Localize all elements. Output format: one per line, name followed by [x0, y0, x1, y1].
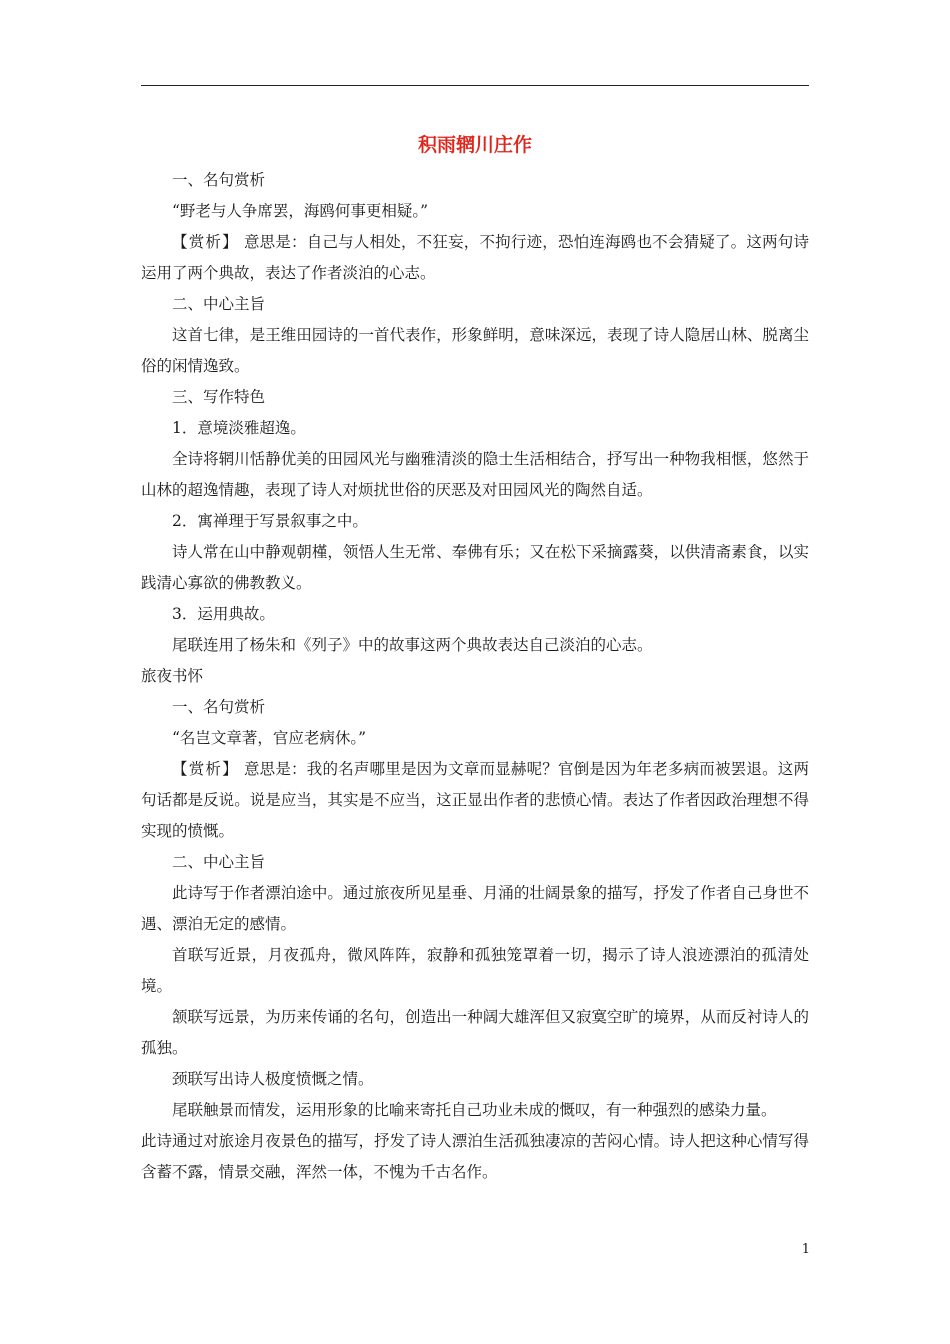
feature-2-text: 诗人常在山中静观朝槿，领悟人生无常、奉佛有乐；又在松下采摘露葵，以供清斋素食，以实践清心寡欲的佛教教义。 [141, 543, 809, 592]
heading-theme-1: 二、中心主旨 [172, 295, 266, 313]
poem-title-2: 旅夜书怀 [141, 667, 204, 685]
theme-paragraph-1: 此诗写于作者漂泊途中。通过旅夜所见星垂、月涌的壮阔景象的描写，抒发了作者自己身世不遇、漂泊无定的感情。 [141, 884, 809, 933]
quote-2: “名岂文章著，官应老病休。” [172, 729, 367, 747]
analysis-tag-1: 【赏析】 [172, 233, 239, 251]
feature-1-text: 全诗将辋川恬静优美的田园风光与幽雅清淡的隐士生活相结合，抒写出一种物我相惬，悠然于山林的超逸情趣，表现了诗人对烦扰世俗的厌恶及对田园风光的陶然自适。 [141, 450, 809, 499]
theme-paragraph-5: 尾联触景而情发，运用形象的比喻来寄托自己功业未成的慨叹，有一种强烈的感染力量。 [172, 1101, 777, 1119]
heading-theme-2: 二、中心主旨 [172, 853, 266, 871]
analysis-2 [141, 754, 809, 847]
heading-famous-lines-2: 一、名句赏析 [172, 698, 266, 716]
document-body [141, 165, 809, 1188]
analysis-text-1: 意思是：自己与人相处，不狂妄，不拘行迹，恐怕连海鸥也不会猜疑了。这两句诗运用了两个典故，表达了作者淡泊的心志。 [141, 233, 809, 282]
page-number: 1 [801, 1242, 810, 1257]
analysis-tag-2: 【赏析】 [172, 760, 239, 778]
theme-paragraph-6: 此诗通过对旅途月夜景色的描写，抒发了诗人漂泊生活孤独凄凉的苦闷心情。诗人把这种心情写得含蓄不露，情景交融，浑然一体，不愧为千古名作。 [141, 1132, 809, 1181]
feature-2-title: 2．寓禅理于写景叙事之中。 [172, 512, 368, 530]
feature-3-title: 3．运用典故。 [172, 605, 275, 623]
theme-paragraph-4: 颈联写出诗人极度愤慨之情。 [172, 1070, 374, 1088]
theme-paragraph-2: 首联写近景，月夜孤舟，微风阵阵，寂静和孤独笼罩着一切，揭示了诗人浪迹漂泊的孤清处境。 [141, 946, 809, 995]
analysis-text-2: 意思是：我的名声哪里是因为文章而显赫呢？官倒是因为年老多病而被罢退。这两句话都是反说。说是应当，其实是不应当，这正显出作者的悲愤心情。表达了作者因政治理想不得实现的愤慨。 [141, 760, 809, 840]
feature-1-title: 1．意境淡雅超逸。 [172, 419, 306, 437]
quote-1: “野老与人争席罢，海鸥何事更相疑。” [172, 202, 429, 220]
theme-paragraph-3: 颔联写远景，为历来传诵的名句，创造出一种阔大雄浑但又寂寞空旷的境界，从而反衬诗人的孤独。 [141, 1008, 809, 1057]
analysis-1 [141, 227, 809, 289]
theme-text-1: 这首七律，是王维田园诗的一首代表作，形象鲜明，意味深远，表现了诗人隐居山林、脱离尘俗的闲情逸致。 [141, 326, 809, 375]
page-title: 积雨辋川庄作 [417, 134, 532, 156]
header-rule [141, 85, 809, 86]
heading-famous-lines-1: 一、名句赏析 [172, 171, 266, 189]
heading-features: 三、写作特色 [172, 388, 266, 406]
feature-3-text: 尾联连用了杨朱和《列子》中的故事这两个典故表达自己淡泊的心志。 [172, 636, 653, 654]
